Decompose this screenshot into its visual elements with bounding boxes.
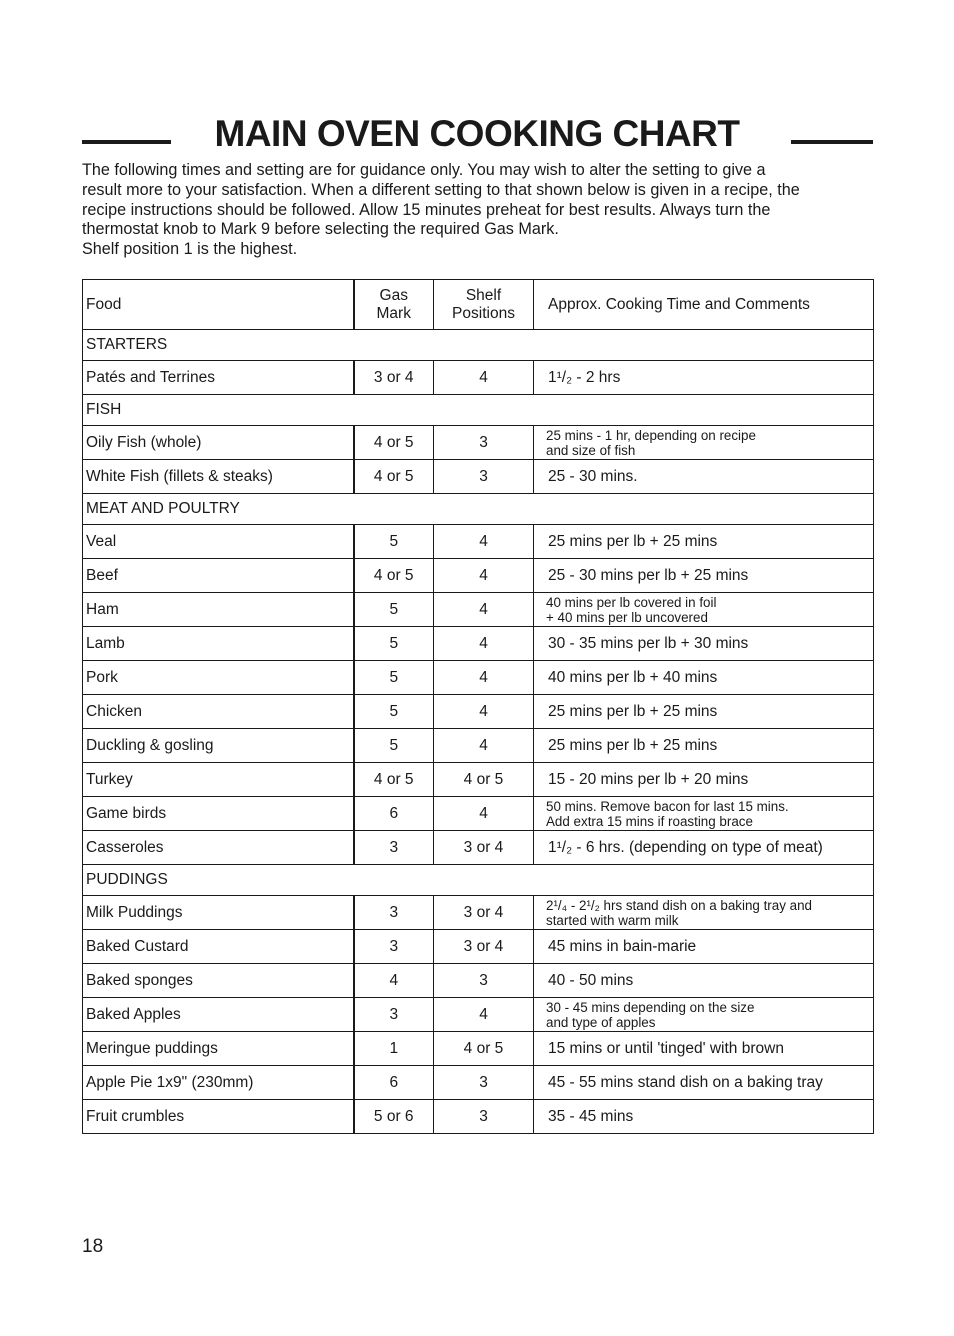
page-number: 18 <box>82 1236 104 1257</box>
table-row <box>83 426 874 460</box>
gas-mark-cell: 6 <box>354 797 434 831</box>
table-row <box>83 661 874 695</box>
table-row <box>83 930 874 964</box>
intro-text <box>82 161 882 260</box>
gas-mark-cell: 4 or 5 <box>354 426 434 460</box>
table-row <box>83 559 874 593</box>
food-cell: Oily Fish (whole) <box>83 426 354 460</box>
section-row-starters <box>83 330 874 361</box>
shelf-cell: 4 <box>434 998 534 1032</box>
comment-line: 25 mins - 1 hr, depending on recipe <box>546 427 756 443</box>
food-cell: Apple Pie 1x9" (230mm) <box>83 1066 354 1100</box>
section-label-puddings: PUDDINGS <box>83 865 874 896</box>
table-row <box>83 763 874 797</box>
header-shelf-positions <box>434 280 534 330</box>
header-gas-line1: Gas <box>379 286 408 304</box>
food-cell: Veal <box>83 525 354 559</box>
food-cell: Milk Puddings <box>83 896 354 930</box>
comment-cell: 25 mins per lb + 25 mins <box>534 525 874 559</box>
shelf-cell: 3 <box>434 426 534 460</box>
shelf-cell: 4 <box>434 361 534 395</box>
food-cell: Patés and Terrines <box>83 361 354 395</box>
gas-mark-cell: 5 <box>354 695 434 729</box>
shelf-cell: 4 <box>434 695 534 729</box>
comment-cell <box>534 896 874 930</box>
section-label-starters: STARTERS <box>83 330 874 361</box>
food-cell: Beef <box>83 559 354 593</box>
shelf-cell: 3 <box>434 1100 534 1134</box>
comment-cell: 25 - 30 mins. <box>534 460 874 494</box>
shelf-cell: 4 <box>434 729 534 763</box>
intro-line: thermostat knob to Mark 9 before selecting the required Gas Mark. <box>82 220 559 239</box>
header-shelf-line1: Shelf <box>465 286 502 304</box>
table-row <box>83 797 874 831</box>
comment-cell <box>534 426 874 460</box>
shelf-cell: 4 or 5 <box>434 763 534 797</box>
food-cell: Baked Custard <box>83 930 354 964</box>
comment-cell: 40 mins per lb + 40 mins <box>534 661 874 695</box>
comment-cell: 25 mins per lb + 25 mins <box>534 729 874 763</box>
gas-mark-cell: 5 <box>354 627 434 661</box>
shelf-cell: 4 <box>434 797 534 831</box>
section-label-meat: MEAT AND POULTRY <box>83 494 874 525</box>
header-shelf-line2: Positions <box>452 304 515 322</box>
comment-line: Add extra 15 mins if roasting brace <box>546 813 753 829</box>
table-row <box>83 998 874 1032</box>
shelf-cell: 4 <box>434 661 534 695</box>
food-cell: Chicken <box>83 695 354 729</box>
table-row <box>83 525 874 559</box>
shelf-cell: 4 <box>434 559 534 593</box>
comment-cell: 35 - 45 mins <box>534 1100 874 1134</box>
gas-mark-cell: 5 or 6 <box>354 1100 434 1134</box>
comment-line: 50 mins. Remove bacon for last 15 mins. <box>546 798 789 814</box>
comment-line: 2¹/₄ - 2¹/₂ hrs stand dish on a baking tray and <box>546 897 812 913</box>
section-label-fish: FISH <box>83 395 874 426</box>
comment-cell <box>534 998 874 1032</box>
comment-cell: 1¹/₂ - 6 hrs. (depending on type of meat) <box>534 831 874 865</box>
gas-mark-cell: 5 <box>354 593 434 627</box>
comment-cell <box>534 593 874 627</box>
shelf-cell: 4 or 5 <box>434 1032 534 1066</box>
gas-mark-cell: 5 <box>354 525 434 559</box>
gas-mark-cell: 3 <box>354 831 434 865</box>
gas-mark-cell: 3 <box>354 930 434 964</box>
header-comments: Approx. Cooking Time and Comments <box>534 280 874 330</box>
food-cell: White Fish (fillets & steaks) <box>83 460 354 494</box>
intro-line: result more to your satisfaction. When a different setting to that shown below is given in a recipe, the <box>82 180 800 199</box>
food-cell: Ham <box>83 593 354 627</box>
section-row-puddings <box>83 865 874 896</box>
title-rule-right <box>791 140 873 144</box>
shelf-cell: 3 or 4 <box>434 930 534 964</box>
comment-cell: 15 - 20 mins per lb + 20 mins <box>534 763 874 797</box>
table-row <box>83 964 874 998</box>
comment-cell: 25 - 30 mins per lb + 25 mins <box>534 559 874 593</box>
table-row <box>83 1100 874 1134</box>
comment-cell: 30 - 35 mins per lb + 30 mins <box>534 627 874 661</box>
section-row-fish <box>83 395 874 426</box>
header-gas-mark <box>354 280 434 330</box>
shelf-cell: 4 <box>434 593 534 627</box>
shelf-cell: 3 <box>434 964 534 998</box>
food-cell: Fruit crumbles <box>83 1100 354 1134</box>
comment-cell: 1¹/₂ - 2 hrs <box>534 361 874 395</box>
table-header-row <box>83 280 874 330</box>
table-row <box>83 1066 874 1100</box>
food-cell: Game birds <box>83 797 354 831</box>
header-gas-line2: Mark <box>376 304 411 322</box>
gas-mark-cell: 1 <box>354 1032 434 1066</box>
table-row <box>83 361 874 395</box>
cooking-chart-table <box>82 279 874 1134</box>
gas-mark-cell: 3 <box>354 998 434 1032</box>
intro-line: recipe instructions should be followed. Allow 15 minutes preheat for best results. Always turn the <box>82 200 771 219</box>
gas-mark-cell: 4 or 5 <box>354 763 434 797</box>
gas-mark-cell: 3 or 4 <box>354 361 434 395</box>
comment-cell: 45 mins in bain-marie <box>534 930 874 964</box>
comment-cell: 45 - 55 mins stand dish on a baking tray <box>534 1066 874 1100</box>
food-cell: Meringue puddings <box>83 1032 354 1066</box>
comment-line: + 40 mins per lb uncovered <box>546 609 708 625</box>
comment-cell: 25 mins per lb + 25 mins <box>534 695 874 729</box>
food-cell: Turkey <box>83 763 354 797</box>
comment-line: 40 mins per lb covered in foil <box>546 594 717 610</box>
table-row <box>83 593 874 627</box>
comment-cell: 40 - 50 mins <box>534 964 874 998</box>
shelf-cell: 3 <box>434 460 534 494</box>
comment-line: started with warm milk <box>546 912 679 928</box>
table-row <box>83 831 874 865</box>
food-cell: Lamb <box>83 627 354 661</box>
food-cell: Baked Apples <box>83 998 354 1032</box>
food-cell: Duckling & gosling <box>83 729 354 763</box>
gas-mark-cell: 5 <box>354 729 434 763</box>
gas-mark-cell: 4 or 5 <box>354 559 434 593</box>
gas-mark-cell: 4 <box>354 964 434 998</box>
comment-cell <box>534 797 874 831</box>
shelf-cell: 3 or 4 <box>434 896 534 930</box>
shelf-cell: 3 <box>434 1066 534 1100</box>
food-cell: Baked sponges <box>83 964 354 998</box>
table-row <box>83 460 874 494</box>
table-row <box>83 695 874 729</box>
food-cell: Casseroles <box>83 831 354 865</box>
comment-line: and type of apples <box>546 1014 656 1030</box>
comment-line: 30 - 45 mins depending on the size <box>546 999 755 1015</box>
gas-mark-cell: 3 <box>354 896 434 930</box>
shelf-cell: 3 or 4 <box>434 831 534 865</box>
gas-mark-cell: 5 <box>354 661 434 695</box>
table-row <box>83 729 874 763</box>
table-row <box>83 1032 874 1066</box>
intro-line: Shelf position 1 is the highest. <box>82 240 298 259</box>
table-row <box>83 896 874 930</box>
intro-line: The following times and setting are for guidance only. You may wish to alter the setting to give a <box>82 161 766 179</box>
shelf-cell: 4 <box>434 627 534 661</box>
comment-cell: 15 mins or until 'tinged' with brown <box>534 1032 874 1066</box>
header-food: Food <box>83 280 354 330</box>
comment-line: and size of fish <box>546 442 636 458</box>
food-cell: Pork <box>83 661 354 695</box>
page-title: MAIN OVEN COOKING CHART <box>214 113 740 154</box>
table-row <box>83 627 874 661</box>
gas-mark-cell: 6 <box>354 1066 434 1100</box>
section-row-meat <box>83 494 874 525</box>
gas-mark-cell: 4 or 5 <box>354 460 434 494</box>
shelf-cell: 4 <box>434 525 534 559</box>
